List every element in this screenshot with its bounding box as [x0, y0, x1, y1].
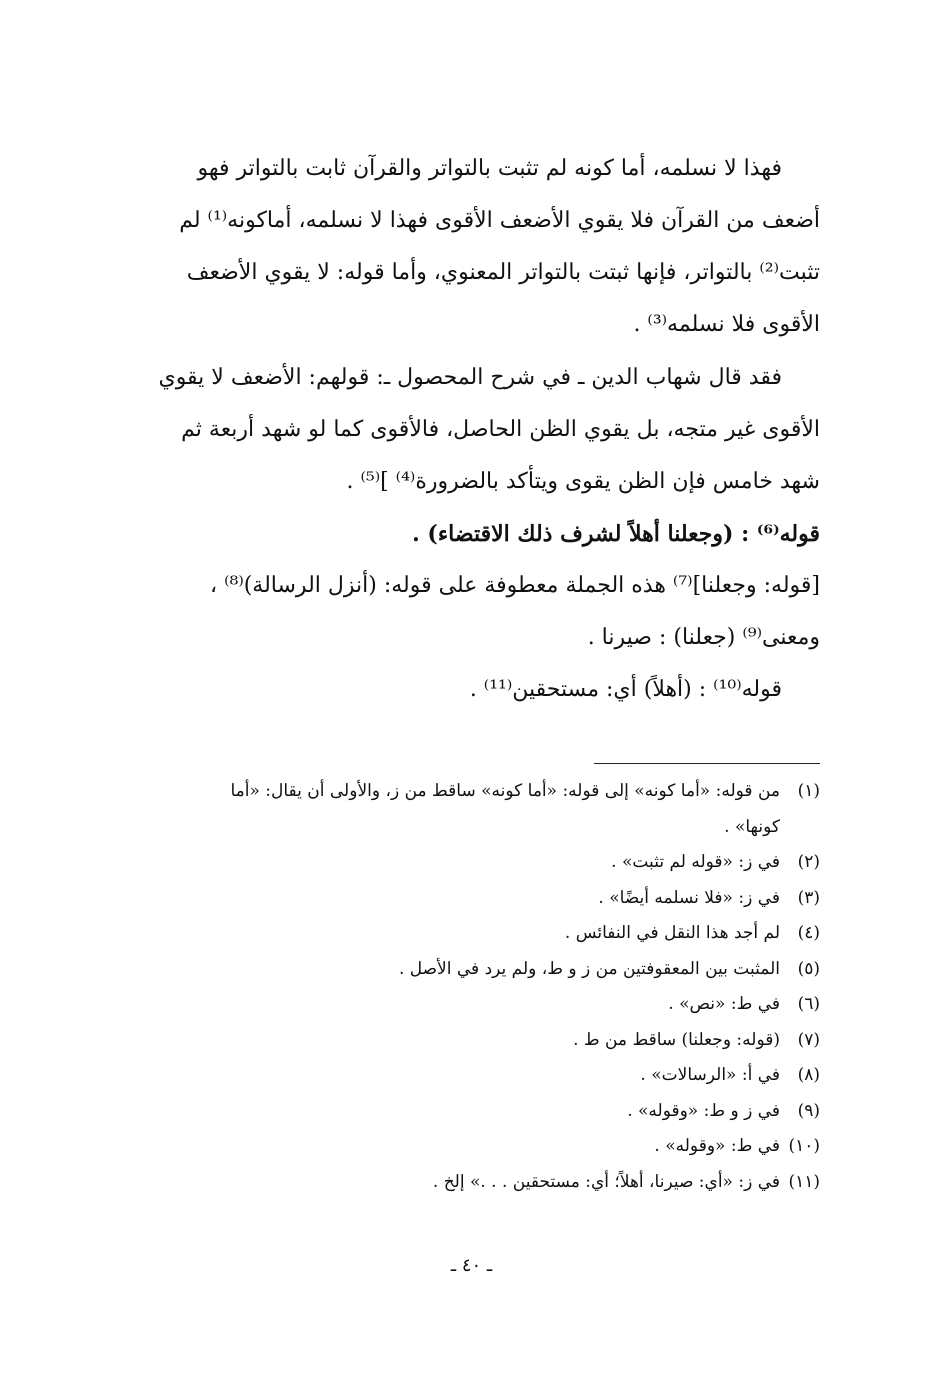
footnote-item	[110, 1165, 820, 1201]
footnote-divider	[594, 763, 820, 764]
text-line: ومعنى⁽⁹⁾ (جعلنا) : صيرنا .	[587, 625, 820, 650]
footnote-text: في ز: «فلا نسلمه أيضًا» .	[598, 887, 780, 908]
footnote-item	[110, 1129, 820, 1165]
footnote-text: لم أجد هذا النقل في النفائس .	[564, 923, 780, 943]
footnote-text: في ط: «وقوله» .	[654, 1136, 780, 1156]
footnote-continuation: كونها» .	[724, 816, 780, 837]
footnote-number: (٩)	[797, 1100, 820, 1121]
footnote-number: (٥)	[797, 958, 820, 979]
text-line: الأقوى غير متجه، بل يقوي الظن الحاصل، فالأقوى كما لو شهد أربعة ثم	[181, 417, 820, 442]
text-line: فهذا لا نسلمه، أما كونه لم تثبت بالتواتر والقرآن ثابت بالتواتر فهو	[197, 156, 782, 181]
footnote-number: (١١)	[788, 1171, 820, 1192]
paragraph-5: قوله⁽¹⁰⁾ : (أهلاً) أي: مستحقين⁽¹¹⁾ .	[469, 677, 782, 702]
footnote-number: (٦)	[797, 994, 820, 1014]
text-line: أضعف من القرآن فلا يقوي الأضعف الأقوى فهذا لا نسلمه، أماكونه⁽¹⁾ لم	[179, 208, 820, 233]
text-line: [قوله: وجعلنا]⁽⁷⁾ هذه الجملة معطوفة على قوله: (أنزل الرسالة)⁽⁸⁾ ،	[209, 573, 820, 598]
paragraph-1	[122, 143, 820, 351]
footnote-text: في ط: «نص» .	[668, 994, 780, 1014]
text-line: تثبت⁽²⁾ بالتواتر، فإنها ثبتت بالتواتر المعنوي، وأما قوله: لا يقوي الأضعف	[186, 260, 820, 285]
footnote-item	[110, 845, 820, 881]
footnote-number: (٢)	[797, 852, 820, 872]
footnote-item	[110, 774, 820, 810]
footnote-text: في ز و ط: «وقوله» .	[627, 1100, 780, 1121]
footnote-number: (٤)	[797, 923, 820, 943]
footnote-number: (١)	[797, 781, 820, 801]
footnote-item	[110, 881, 820, 917]
footnote-text: (قوله: وجعلنا) ساقط من ط .	[573, 1029, 780, 1050]
text-line: شهد خامس فإن الظن يقوى ويتأكد بالضرورة⁽⁴⁾ ]⁽⁵⁾ .	[346, 469, 820, 494]
footnote-number: (١٠)	[788, 1136, 820, 1156]
footnote-number: (٨)	[797, 1065, 820, 1085]
footnote-text: من قوله: «أما كونه» إلى قوله: «أما كونه» ساقط من ز، والأولى أن يقال: «أما	[230, 781, 780, 801]
paragraph-3: قوله⁽⁶⁾ : (وجعلنا أهلاً لشرف ذلك الاقتضاء) .	[412, 521, 820, 547]
footnote-text: في ز: «أي: صيرنا، أهلاً؛ أي: مستحقين . . .» إلخ .	[432, 1171, 780, 1192]
page-number: ـ ٤٠ ـ	[450, 1255, 493, 1276]
text-line: فقد قال شهاب الدين ـ في شرح المحصول ـ: قولهم: الأضعف لا يقوي	[158, 365, 782, 390]
footnote-text: في ز: «قوله لم تثبت» .	[611, 852, 780, 872]
footnote-item	[110, 1058, 820, 1094]
footnote-item	[110, 952, 820, 988]
footnotes	[110, 774, 820, 1200]
paragraph-2	[122, 352, 820, 716]
footnote-item	[110, 1094, 820, 1130]
footnote-text: في أ: «الرسالات» .	[640, 1065, 780, 1085]
footnote-number: (٧)	[797, 1029, 820, 1050]
footnote-number: (٣)	[797, 887, 820, 908]
footnote-item	[110, 916, 820, 952]
footnote-item	[110, 987, 820, 1023]
footnote-text: المثبت بين المعقوفتين من ز و ط، ولم يرد في الأصل .	[398, 958, 780, 979]
footnote-item	[110, 1023, 820, 1059]
text-line: الأقوى فلا نسلمه⁽³⁾ .	[633, 312, 820, 337]
